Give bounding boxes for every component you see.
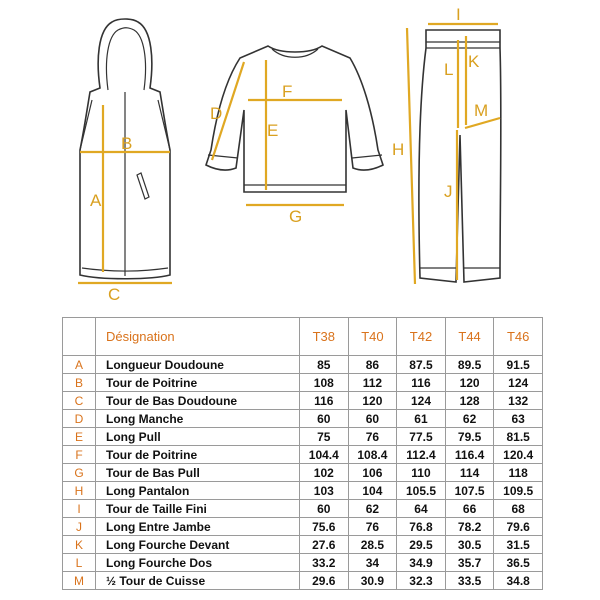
row-size-value: 35.7: [445, 554, 494, 572]
row-letter: H: [63, 482, 96, 500]
size-chart-table: [62, 317, 543, 590]
row-size-value: 112.4: [397, 446, 446, 464]
row-size-value: 34.8: [494, 572, 543, 590]
row-letter: B: [63, 374, 96, 392]
row-size-value: 77.5: [397, 428, 446, 446]
label-D: D: [210, 104, 223, 123]
row-size-value: 104.4: [300, 446, 349, 464]
row-size-value: 104: [348, 482, 397, 500]
row-size-value: 79.5: [445, 428, 494, 446]
row-designation: Longueur Doudoune: [96, 356, 300, 374]
row-size-value: 110: [397, 464, 446, 482]
table-row: [63, 428, 543, 446]
row-size-value: 27.6: [300, 536, 349, 554]
label-I: I: [456, 5, 461, 24]
row-size-value: 36.5: [494, 554, 543, 572]
table-row: [63, 374, 543, 392]
row-size-value: 79.6: [494, 518, 543, 536]
label-J: J: [444, 182, 453, 201]
vest-drawing: [78, 19, 172, 304]
row-size-value: 32.3: [397, 572, 446, 590]
label-K: K: [468, 52, 480, 71]
row-designation: Long Pull: [96, 428, 300, 446]
row-size-value: 118: [494, 464, 543, 482]
row-size-value: 85: [300, 356, 349, 374]
row-designation: Tour de Bas Pull: [96, 464, 300, 482]
row-size-value: 106: [348, 464, 397, 482]
row-size-value: 63: [494, 410, 543, 428]
row-size-value: 124: [494, 374, 543, 392]
row-size-value: 62: [445, 410, 494, 428]
row-size-value: 34.9: [397, 554, 446, 572]
row-size-value: 29.5: [397, 536, 446, 554]
row-size-value: 28.5: [348, 536, 397, 554]
row-size-value: 68: [494, 500, 543, 518]
row-size-value: 109.5: [494, 482, 543, 500]
row-letter: L: [63, 554, 96, 572]
row-size-value: 29.6: [300, 572, 349, 590]
row-size-value: 66: [445, 500, 494, 518]
row-letter: J: [63, 518, 96, 536]
row-size-value: 30.9: [348, 572, 397, 590]
table-row: [63, 554, 543, 572]
row-size-value: 61: [397, 410, 446, 428]
label-B: B: [121, 134, 133, 153]
row-size-value: 116.4: [445, 446, 494, 464]
row-designation: Tour de Poitrine: [96, 374, 300, 392]
header-size: T46: [494, 318, 543, 356]
row-letter: A: [63, 356, 96, 374]
row-size-value: 102: [300, 464, 349, 482]
row-size-value: 105.5: [397, 482, 446, 500]
row-size-value: 86: [348, 356, 397, 374]
label-C: C: [108, 285, 121, 304]
header-size: T42: [397, 318, 446, 356]
label-E: E: [267, 121, 279, 140]
row-designation: Long Manche: [96, 410, 300, 428]
row-size-value: 34: [348, 554, 397, 572]
table-row: [63, 500, 543, 518]
row-size-value: 89.5: [445, 356, 494, 374]
table-row: [63, 446, 543, 464]
row-size-value: 30.5: [445, 536, 494, 554]
label-G: G: [289, 207, 303, 226]
header-blank-cell: [63, 318, 96, 356]
row-designation: Long Fourche Dos: [96, 554, 300, 572]
row-size-value: 76: [348, 518, 397, 536]
row-size-value: 108: [300, 374, 349, 392]
row-size-value: 31.5: [494, 536, 543, 554]
row-size-value: 112: [348, 374, 397, 392]
table-row: [63, 410, 543, 428]
row-designation: Tour de Bas Doudoune: [96, 392, 300, 410]
label-F: F: [282, 82, 293, 101]
row-size-value: 60: [300, 410, 349, 428]
row-letter: K: [63, 536, 96, 554]
row-letter: C: [63, 392, 96, 410]
row-size-value: 91.5: [494, 356, 543, 374]
row-size-value: 75.6: [300, 518, 349, 536]
table-row: [63, 518, 543, 536]
sweater-drawing: [206, 46, 383, 226]
label-L: L: [444, 60, 454, 79]
table-row: [63, 464, 543, 482]
row-designation: ½ Tour de Cuisse: [96, 572, 300, 590]
table-header-row: [63, 318, 543, 356]
label-M: M: [474, 101, 489, 120]
row-size-value: 116: [300, 392, 349, 410]
header-size: T44: [445, 318, 494, 356]
row-size-value: 124: [397, 392, 446, 410]
header-designation: Désignation: [96, 318, 300, 356]
header-size: T40: [348, 318, 397, 356]
row-size-value: 78.2: [445, 518, 494, 536]
row-size-value: 120: [445, 374, 494, 392]
row-designation: Long Fourche Devant: [96, 536, 300, 554]
row-size-value: 120.4: [494, 446, 543, 464]
row-letter: I: [63, 500, 96, 518]
row-size-value: 64: [397, 500, 446, 518]
row-letter: G: [63, 464, 96, 482]
row-size-value: 132: [494, 392, 543, 410]
row-letter: D: [63, 410, 96, 428]
row-size-value: 108.4: [348, 446, 397, 464]
row-size-value: 76.8: [397, 518, 446, 536]
table-row: [63, 572, 543, 590]
row-size-value: 81.5: [494, 428, 543, 446]
row-designation: Tour de Taille Fini: [96, 500, 300, 518]
measure-line-H: [407, 28, 415, 284]
row-size-value: 87.5: [397, 356, 446, 374]
header-size: T38: [300, 318, 349, 356]
row-size-value: 60: [300, 500, 349, 518]
table-row: [63, 482, 543, 500]
row-size-value: 76: [348, 428, 397, 446]
row-size-value: 103: [300, 482, 349, 500]
row-size-value: 60: [348, 410, 397, 428]
row-size-value: 128: [445, 392, 494, 410]
row-size-value: 33.2: [300, 554, 349, 572]
row-size-value: 75: [300, 428, 349, 446]
row-size-value: 120: [348, 392, 397, 410]
row-letter: F: [63, 446, 96, 464]
row-size-value: 107.5: [445, 482, 494, 500]
label-H: H: [392, 140, 405, 159]
table-body: [63, 356, 543, 590]
row-letter: E: [63, 428, 96, 446]
pants-drawing: [392, 5, 501, 284]
row-size-value: 114: [445, 464, 494, 482]
table-row: [63, 536, 543, 554]
row-size-value: 33.5: [445, 572, 494, 590]
label-A: A: [90, 191, 102, 210]
row-size-value: 116: [397, 374, 446, 392]
row-designation: Tour de Poitrine: [96, 446, 300, 464]
row-size-value: 62: [348, 500, 397, 518]
table-row: [63, 356, 543, 374]
row-letter: M: [63, 572, 96, 590]
row-designation: Long Pantalon: [96, 482, 300, 500]
table-row: [63, 392, 543, 410]
row-designation: Long Entre Jambe: [96, 518, 300, 536]
